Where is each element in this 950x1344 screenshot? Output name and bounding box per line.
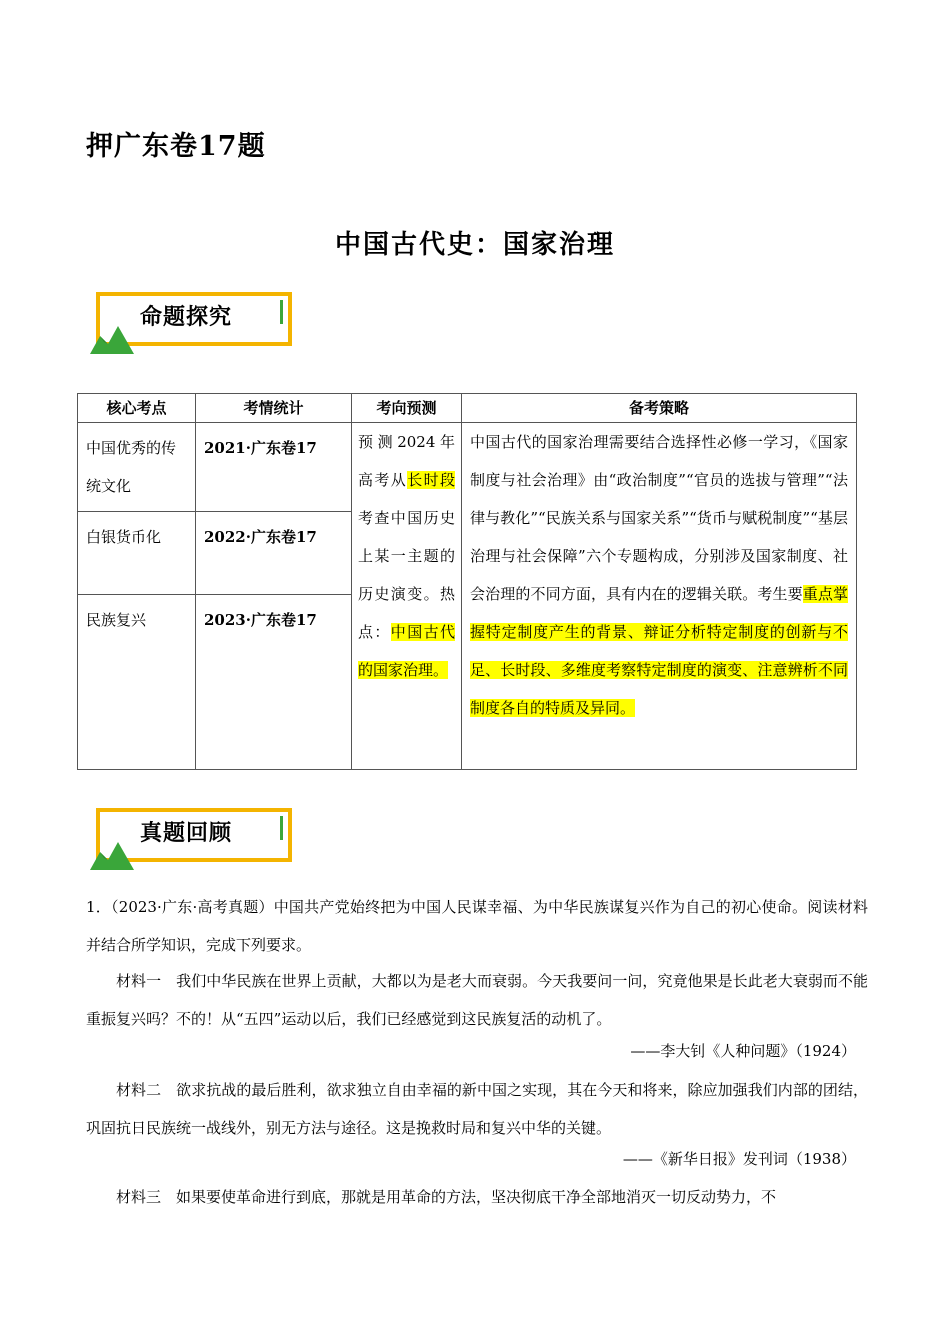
- strategy-cell: [462, 423, 857, 770]
- stat-cell: 2022·广东卷17: [196, 512, 352, 595]
- prediction-highlight: 长时段: [407, 471, 455, 489]
- core-point-cell: 白银货币化: [78, 512, 196, 595]
- table-header-row: [78, 394, 857, 423]
- prediction-text: 预测2024年高考从: [358, 433, 455, 489]
- banner-label: 真题回顾: [140, 821, 233, 846]
- prediction-text: 考查中国历史上某一主题的历史演变。热点：: [358, 509, 455, 641]
- banner-accent-bar: [280, 816, 283, 840]
- banner-label: 命题探究: [140, 305, 233, 330]
- section-subtitle: 中国古代史：国家治理: [334, 230, 615, 260]
- table-header: 核心考点: [78, 394, 196, 423]
- exam-analysis-table: [77, 393, 857, 770]
- material-one-source: ——李大钊《人种问题》（1924）: [630, 1042, 856, 1060]
- question-intro: 1．（2023·广东·高考真题）中国共产党始终把为中国人民谋幸福、为中华民族谋复兴作为自己的初心使命。阅读材料并结合所学知识，完成下列要求。: [86, 898, 868, 954]
- banner-accent-bar: [280, 300, 283, 324]
- material-two: 材料二 欲求抗战的最后胜利，欲求独立自由幸福的新中国之实现，其在今天和将来，除应加强我们内部的团结，巩固抗日民族统一战线外，别无方法与途径。这是挽救时局和复兴中华的关键。: [86, 1081, 868, 1137]
- table-row: [78, 423, 857, 512]
- table-header: 考向预测: [352, 394, 462, 423]
- banner-exploration: [90, 290, 296, 354]
- material-three: 材料三 如果要使革命进行到底，那就是用革命的方法，坚决彻底干净全部地消灭一切反动势力，不: [116, 1188, 777, 1206]
- core-point-cell: 中国优秀的传统文化: [78, 423, 196, 512]
- mountain-icon: [90, 832, 138, 872]
- prediction-highlight: 中国古代的国家治理。: [358, 623, 455, 679]
- prediction-cell: [352, 423, 462, 770]
- banner-past-exams: [90, 806, 296, 870]
- strategy-text: 中国古代的国家治理需要结合选择性必修一学习，《国家制度与社会治理》由“政治制度”“官员的选拔与管理”“法律与教化”“民族关系与国家关系”“货币与赋税制度”“基层治理与社会保障”六个专题构成，分别涉及国家制度、社会治理的不同方面，具有内在的逻辑关联。考生要: [470, 433, 848, 603]
- material-one: 材料一 我们中华民族在世界上贡献，大都以为是老大而衰弱。今天我要问一问，究竟他果是长此老大衰弱而不能重振复兴吗？不的！从“五四”运动以后，我们已经感觉到这民族复活的动机了。: [86, 972, 868, 1028]
- stat-cell: 2021·广东卷17: [196, 423, 352, 512]
- core-point-cell: 民族复兴: [78, 595, 196, 770]
- table-header: 备考策略: [462, 394, 857, 423]
- table-header: 考情统计: [196, 394, 352, 423]
- stat-cell: 2023·广东卷17: [196, 595, 352, 770]
- material-two-source: ——《新华日报》发刊词（1938）: [622, 1150, 856, 1168]
- document-title: 押广东卷17题: [86, 131, 266, 162]
- strategy-highlight: 重点掌握特定制度产生的背景、辩证分析特定制度的创新与不足、长时段、多维度考察特定制度的演变、注意辨析不同制度各自的特质及异同。: [470, 585, 848, 717]
- mountain-icon: [90, 316, 138, 356]
